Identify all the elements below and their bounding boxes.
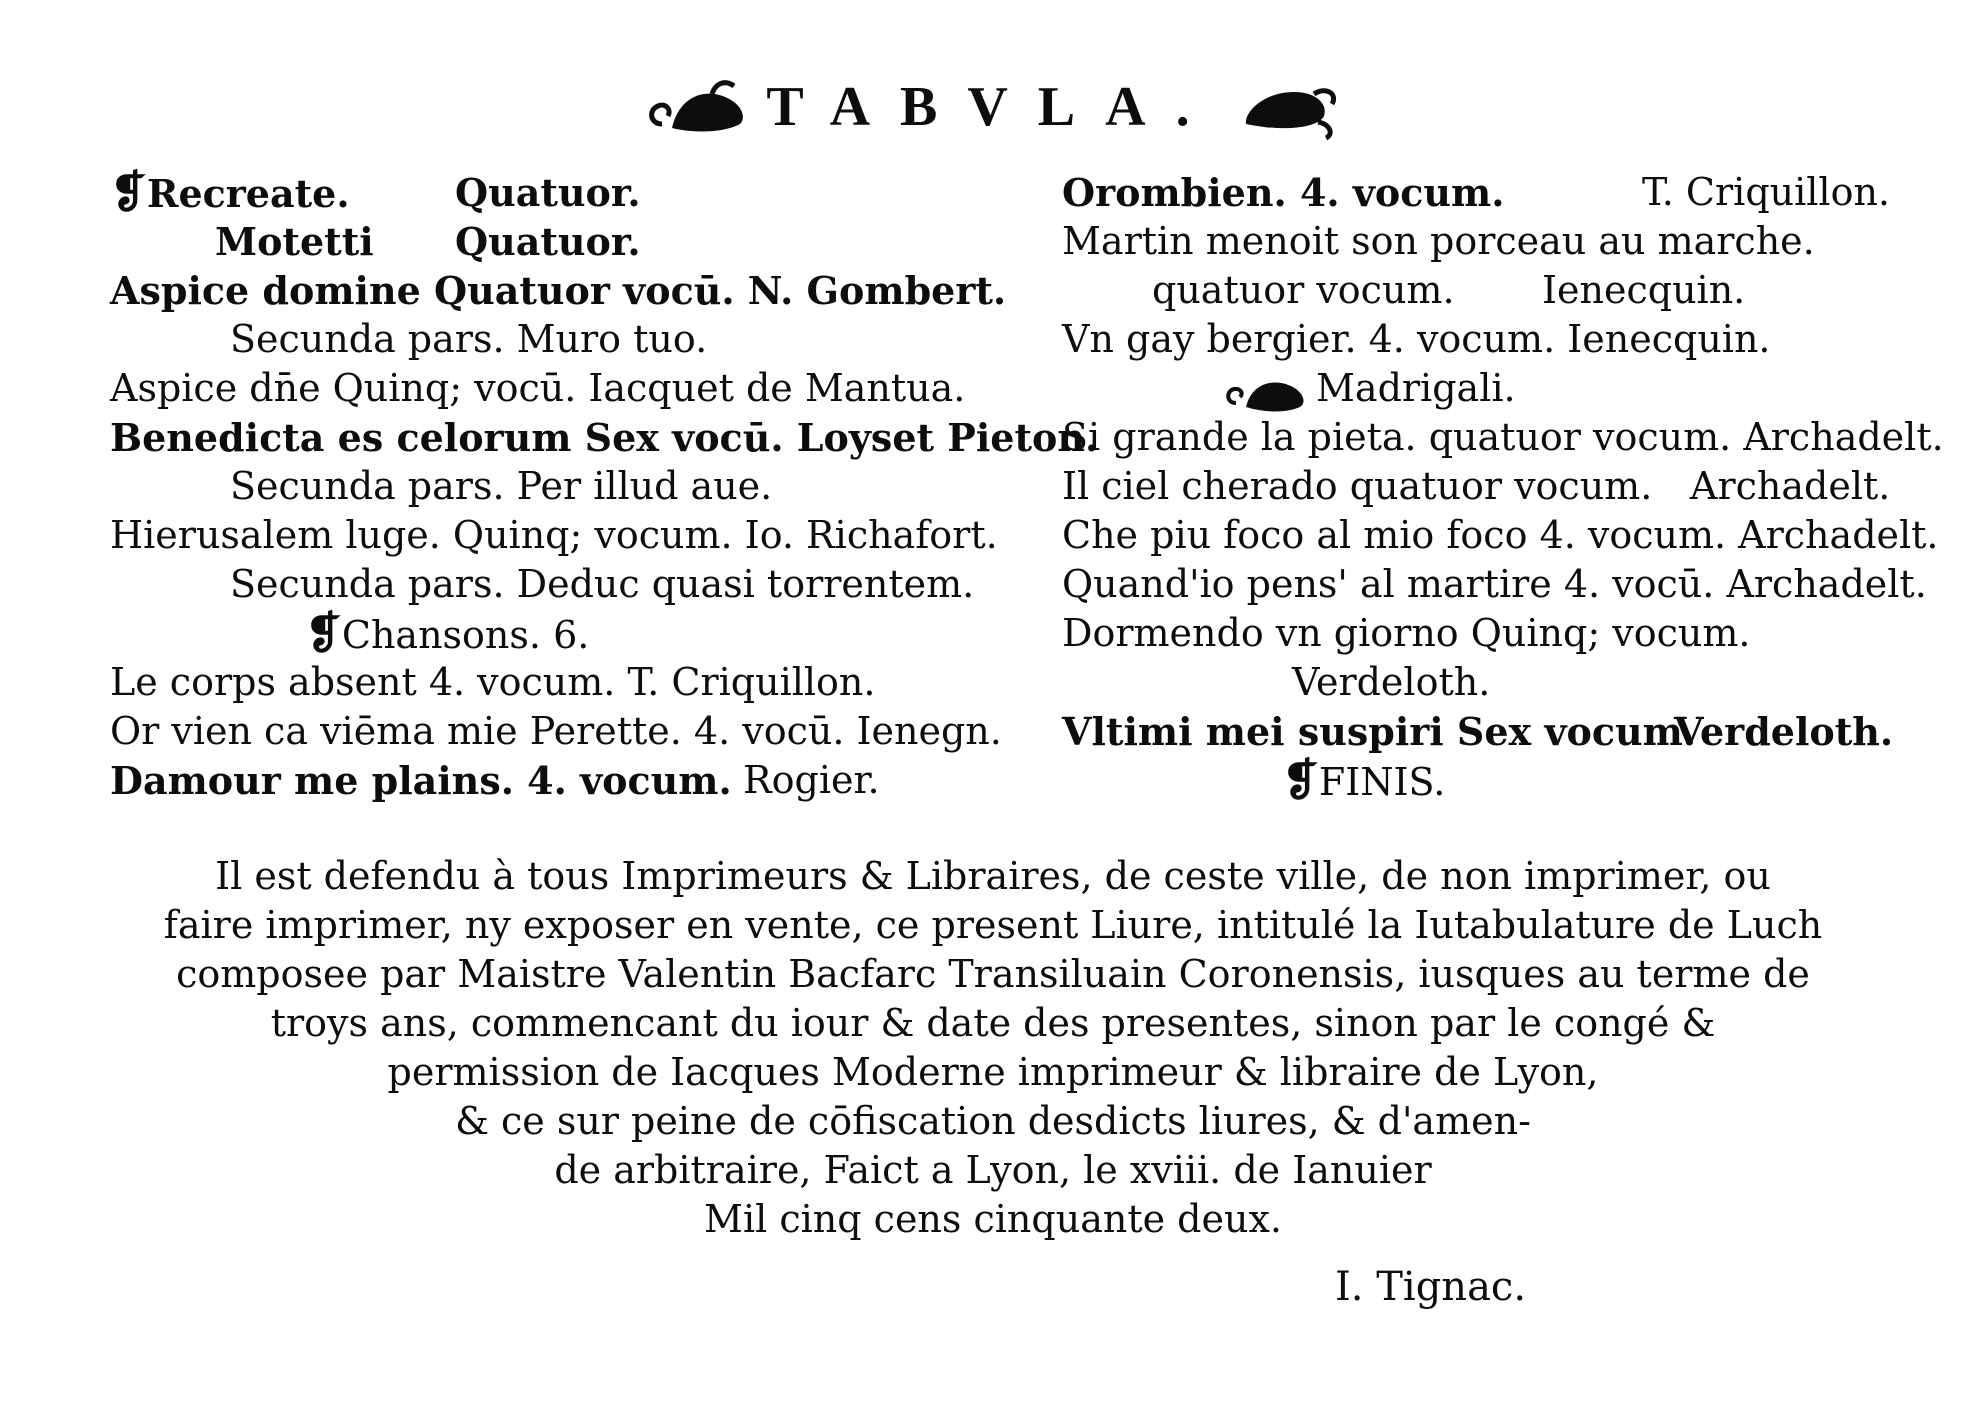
entry-secunda-deduc (110, 560, 990, 609)
entry-aspice-dne-text-0 (110, 364, 965, 413)
header-madrigali-text-0 (1222, 364, 1516, 415)
entry-secunda-perillud-text-0 (230, 462, 772, 511)
entry-or-vien-text-0 (110, 707, 1002, 756)
header-recreate-label: Quatuor. (455, 170, 641, 215)
entry-il-ciel-text-0 (1062, 462, 1652, 511)
entry-secunda-muro-label: Secunda pars. Muro tuo. (230, 317, 708, 361)
entry-vn-gay (1062, 315, 1922, 364)
entry-martin-voices (1062, 266, 1922, 315)
entry-vltimi (1062, 707, 1922, 756)
entry-or-vien-label: Or vien ca viēma mie Perette. 4. vocū. Ienegn. (110, 709, 1002, 753)
entry-martin (1062, 217, 1922, 266)
entry-vltimi-text-0 (1062, 707, 1696, 756)
entry-secunda-deduc-text-0 (230, 560, 974, 609)
entry-il-ciel-label: Il ciel cherado quatuor vocum. (1062, 464, 1653, 508)
entry-damour-label: Rogier. (743, 758, 880, 802)
header-recreate (110, 168, 990, 217)
entry-benedicta-label: Benedicta es celorum Sex vocū. Loyset Pieton. (110, 415, 1099, 460)
entry-vltimi-text-1 (1674, 707, 1893, 756)
entry-martin-voices-text-0 (1152, 266, 1455, 315)
privilege-notice (0, 852, 1986, 1244)
entry-benedicta (110, 413, 1099, 462)
entry-vn-gay-label: Vn gay bergier. 4. vocum. Ienecquin. (1062, 317, 1771, 361)
header-chansons (110, 609, 990, 658)
entry-si-grande-label: Si grande la pieta. quatuor vocum. Archadelt. (1062, 415, 1944, 459)
entry-benedicta-text-0 (110, 413, 1098, 462)
header-motetti-label: Quatuor. (455, 219, 641, 264)
fleuron-left-icon (642, 72, 752, 142)
entry-secunda-deduc-label: Secunda pars. Deduc quasi torrentem. (230, 562, 975, 606)
entry-dormendo-composer-label: Verdeloth. (1292, 660, 1491, 704)
entry-damour-label: Damour me plains. 4. vocum. (110, 758, 732, 803)
header-motetti (110, 217, 990, 266)
entry-le-corps-text-0 (110, 658, 875, 707)
entry-aspice-dne-label: Aspice dn̄e Quinq; vocū. Iacquet de Mantua. (110, 366, 966, 410)
pilcrow-icon: ❡ (110, 167, 147, 218)
entry-dormendo-text-0 (1062, 609, 1750, 658)
fleuron-small-icon (1222, 369, 1312, 415)
entry-orombien-text-1 (1642, 168, 1890, 217)
privilege-line: troys ans, commencant du iour & date des presentes, sinon par le congé & (270, 1001, 1716, 1045)
pilcrow-icon: ❡ (1282, 755, 1319, 806)
entry-dormendo-label: Dormendo vn giorno Quinq; vocum. (1062, 611, 1751, 655)
entry-orombien (1062, 168, 1922, 217)
entry-martin-text-0 (1062, 217, 1815, 266)
entry-aspice-domine (110, 266, 1007, 315)
finis (1062, 756, 1922, 805)
entry-martin-voices-label: quatuor vocum. (1152, 268, 1455, 312)
entry-aspice-domine-label: Aspice domine Quatuor vocū. N. Gombert. (110, 268, 1007, 313)
page-title: TABVLA. (766, 76, 1220, 138)
privilege-line: de arbitraire, Faict a Lyon, le xviii. de Ianuier (554, 1148, 1432, 1192)
entry-hierusalem-text-0 (110, 511, 998, 560)
pilcrow-icon: ❡ (305, 608, 342, 659)
entry-si-grande-text-0 (1062, 413, 1944, 462)
header-motetti-label: Motetti (215, 219, 374, 264)
entry-damour (110, 756, 990, 805)
left-column (110, 167, 1099, 805)
entry-orombien-text-0 (1062, 168, 1504, 217)
entry-quandio (1062, 560, 1927, 609)
entry-secunda-perillud (110, 462, 990, 511)
signer: I. Tignac. (1335, 1264, 1527, 1310)
header-madrigali-label: Madrigali. (1316, 366, 1516, 410)
entry-damour-text-0 (110, 756, 732, 805)
privilege-line: Mil cinq cens cinquante deux. (704, 1197, 1282, 1241)
entry-secunda-perillud-label: Secunda pars. Per illud aue. (230, 464, 773, 508)
entry-aspice-domine-text-0 (110, 266, 1006, 315)
header-recreate-label: Recreate. (146, 171, 350, 216)
header-recreate-text-1 (455, 168, 641, 217)
privilege-line: faire imprimer, ny exposer en vente, ce present Liure, intitulé la Iutabulature de Luch (163, 903, 1823, 947)
entry-orombien-label: T. Criquillon. (1642, 170, 1891, 214)
entry-il-ciel-label: Archadelt. (1690, 464, 1891, 508)
entry-quandio-label: Quand'io pens' al martire 4. vocū. Archadelt. (1062, 562, 1927, 606)
entry-martin-label: Martin menoit son porceau au marche. (1062, 219, 1815, 263)
privilege-line: & ce sur peine de cōfiscation desdicts liures, & d'amen- (455, 1099, 1531, 1143)
entry-che-piu (1062, 511, 1939, 560)
entry-dormendo-composer-text-0 (1292, 658, 1490, 707)
privilege-line: composee par Maistre Valentin Bacfarc Transiluain Coronensis, iusques au terme de (176, 952, 1810, 996)
entry-damour-text-1 (743, 756, 880, 805)
header-madrigali (1062, 364, 1922, 413)
entry-aspice-dne (110, 364, 990, 413)
entry-il-ciel-text-1 (1690, 462, 1890, 511)
privilege-line: Il est defendu à tous Imprimeurs & Libraires, de ceste ville, de non imprimer, ou (215, 854, 1771, 898)
entry-orombien-label: Orombien. 4. vocum. (1062, 170, 1505, 215)
header-motetti-text-0 (215, 217, 374, 266)
entry-che-piu-text-0 (1062, 511, 1939, 560)
entry-hierusalem-label: Hierusalem luge. Quinq; vocum. Io. Richafort. (110, 513, 998, 557)
entry-dormendo-composer (1062, 658, 1922, 707)
entry-le-corps (110, 658, 990, 707)
header-chansons-text-0 (305, 609, 589, 660)
entry-vn-gay-text-0 (1062, 315, 1771, 364)
entry-vltimi-label: Verdeloth. (1674, 709, 1894, 754)
right-column (1062, 168, 1944, 806)
header-recreate-text-0 (110, 168, 350, 218)
entry-che-piu-label: Che piu foco al mio foco 4. vocum. Archadelt. (1062, 513, 1939, 557)
header-chansons-label: Chansons. 6. (341, 613, 590, 657)
entry-le-corps-label: Le corps absent 4. vocum. T. Criquillon. (110, 660, 876, 704)
entry-dormendo (1062, 609, 1922, 658)
entry-secunda-muro (110, 315, 990, 364)
entry-vltimi-label: Vltimi mei suspiri Sex vocum. (1062, 709, 1697, 754)
entry-secunda-muro-text-0 (230, 315, 707, 364)
entry-or-vien (110, 707, 1002, 756)
entry-quandio-text-0 (1062, 560, 1927, 609)
header-motetti-text-1 (455, 217, 641, 266)
entry-martin-voices-text-1 (1542, 266, 1745, 315)
entry-hierusalem (110, 511, 998, 560)
title-row (0, 62, 1986, 152)
entry-il-ciel (1062, 462, 1922, 511)
entry-martin-voices-label: Ienecquin. (1542, 268, 1746, 312)
entry-si-grande (1062, 413, 1944, 462)
finis-label: FINIS. (1318, 760, 1446, 804)
finis-text-0 (1282, 756, 1445, 807)
privilege-line: permission de Iacques Moderne imprimeur & libraire de Lyon, (387, 1050, 1599, 1094)
fleuron-right-icon (1234, 72, 1344, 142)
